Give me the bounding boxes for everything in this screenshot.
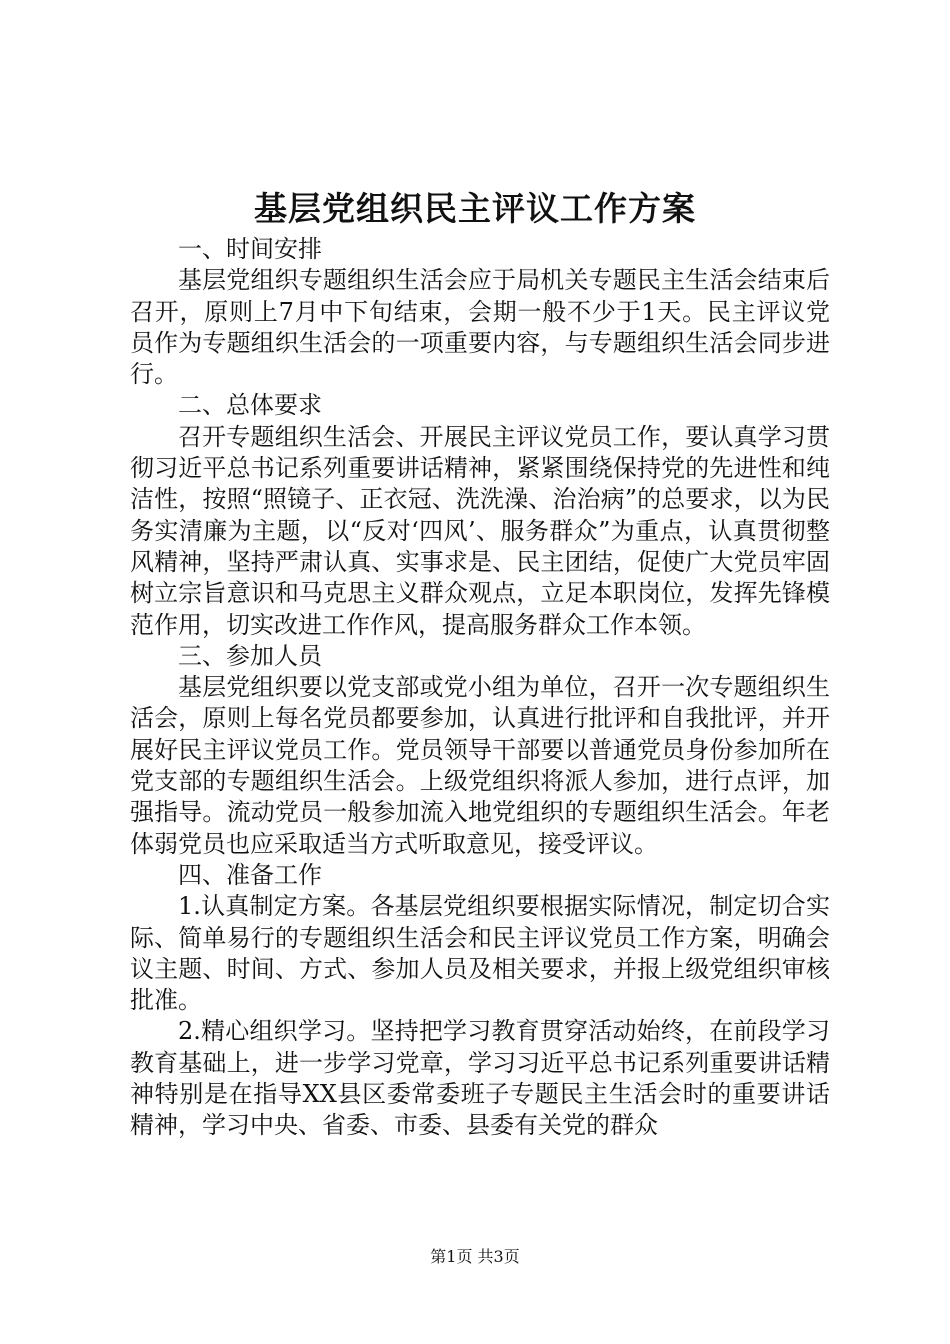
paragraph: 基层党组织要以党支部或党小组为单位，召开一次专题组织生活会，原则上每名党员都要参加，认真进行批评和自我批评，并开展好民主评议党员工作。党员领导干部要以普通党员身份参加所在党支部的专题组织生活会。上级党组织将派人参加，进行点评，加强指导。流动党员一般参加流入地党组织的专题组织生活会。年老体弱党员也应采取适当方式听取意见，接受评议。	[130, 673, 830, 858]
paragraph: 2.精心组织学习。坚持把学习教育贯穿活动始终，在前段学习教育基础上，进一步学习党章，学习习近平总书记系列重要讲话精神特别是在指导XX县区委常委班子专题民主生活会时的重要讲话精神，学习中央、省委、市委、县委有关党的群众	[130, 1017, 830, 1140]
document-body	[130, 234, 830, 1142]
section-heading: 二、总体要求	[178, 391, 322, 420]
page-number-footer: 第1页 共3页	[430, 1247, 520, 1266]
section-heading: 三、参加人员	[178, 641, 322, 670]
paragraph: 召开专题组织生活会、开展民主评议党员工作，要认真学习贯彻习近平总书记系列重要讲话精神，紧紧围绕保持党的先进性和纯洁性，按照“照镜子、正衣冠、洗洗澡、治治病”的总要求，以为民务实清廉为主题，以“反对‘四风’、服务群众”为重点，认真贯彻整风精神，坚持严肃认真、实事求是、民主团结，促使广大党员牢固树立宗旨意识和马克思主义群众观点，立足本职岗位，发挥先锋模范作用，切实改进工作作风，提高服务群众工作本领。	[130, 422, 830, 639]
paragraph: 1.认真制定方案。各基层党组织要根据实际情况，制定切合实际、简单易行的专题组织生活会和民主评议党员工作方案，明确会议主题、时间、方式、参加人员及相关要求，并报上级党组织审核批准。	[130, 892, 830, 1015]
document-title: 基层党组织民主评议工作方案	[254, 189, 696, 228]
paragraph: 基层党组织专题组织生活会应于局机关专题民主生活会结束后召开，原则上7月中下旬结束，会期一般不少于1天。民主评议党员作为专题组织生活会的一项重要内容，与专题组织生活会同步进行。	[130, 266, 830, 389]
section-heading: 一、时间安排	[178, 235, 322, 263]
section-heading: 四、准备工作	[178, 860, 322, 889]
